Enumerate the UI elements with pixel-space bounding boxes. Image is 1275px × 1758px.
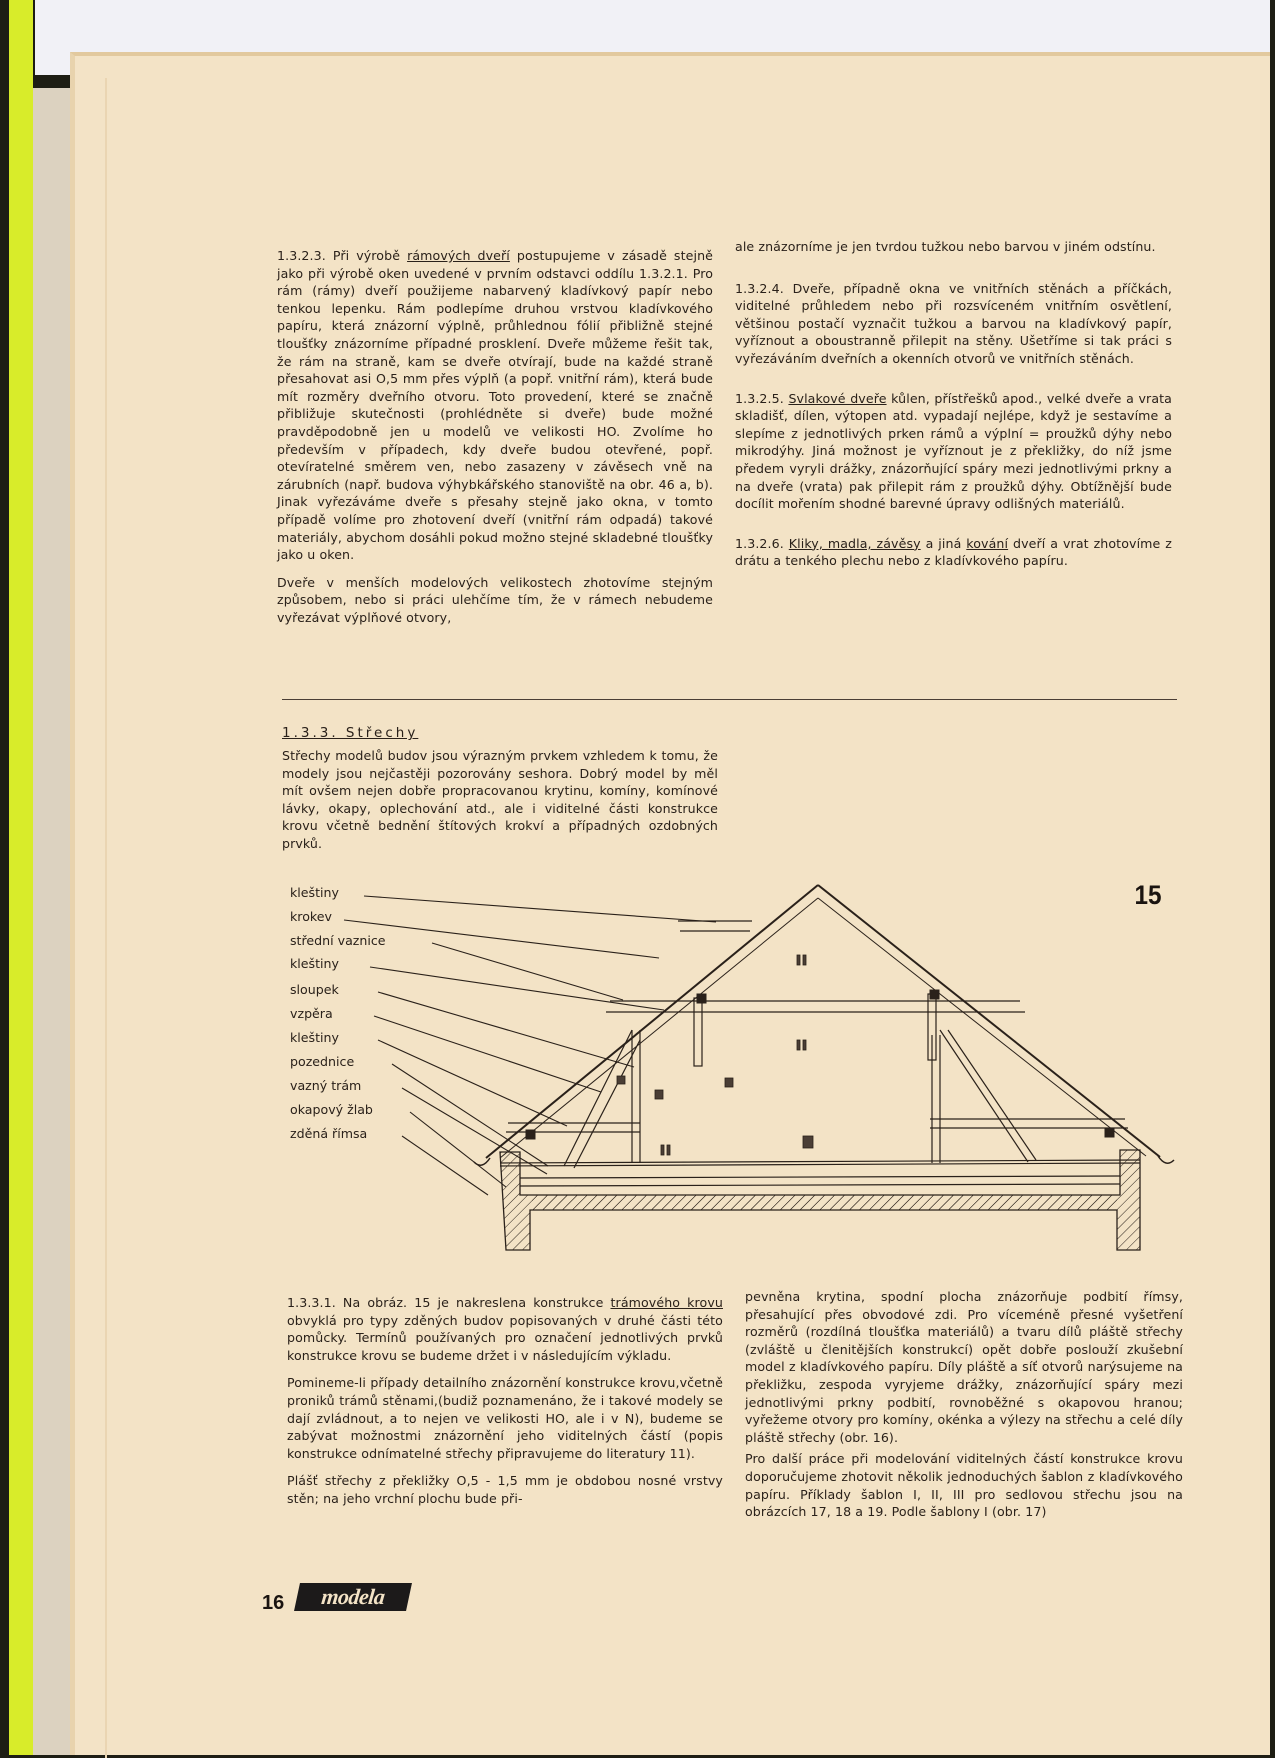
paragraph-pomineme: Pomineme-li případy detailního znázornění konstrukce krovu,včetně proniků trámů stěnami,(budiž poznamenáno, že i takové modely se dají zvládnout, a to nejen ve velikosti HO, ale i v N), budeme se zabývat možnostmi znázornění jeho viditelných částí (popis konstrukce odnímatelné střechy připravujeme do literatury 11). [287,1375,723,1461]
text-run: a jiná [920,535,967,551]
left-column-bottom [287,1294,723,1518]
label-krokev: krokev [290,909,332,924]
underlined-term: kování [966,535,1009,551]
text-run: 1.3.2.6. [735,535,789,551]
ceiling [520,1176,1120,1186]
text-run: kůlen, přístřešků apod., velké dveře a vrata skladišť, dílen, výtopen atd. vypadají nejlépe, když je sestavíme a slepíme z jednotlivých prken rámů a výplní = proužků dýhy nebo mikrodýhy. Jiná možnost je vyříznout je z překližky, do níž jsme předem vyryli drážky, znázorňující spáry mezi jednotlivými prkny a na dveře (vrata) pak přilepit rám z proužků dýhy. Obtížnější bude docílit mořením shodné barevné úpravy odlišných materiálů. [735,390,1172,512]
label-pozednice: pozednice [290,1054,355,1069]
section-intro: Střechy modelů budov jsou výrazným prvkem vzhledem k tomu, že modely jsou nejčastěji pozorovány seshora. Dobrý model by měl mít ovšem nejen dobře propracovanou krytinu, komíny, komínové lávky, okapy, oplechování atd., ale i viditelné části konstrukce krovu včetně bednění štítových krokví a případných ozdobných prvků. [282,748,718,851]
underlined-term: trámového krovu [610,1295,723,1310]
logo-text: modela [320,1584,386,1609]
label-klestiny: kleštiny [290,885,339,900]
figure-number: 15 [1134,880,1162,910]
label-vzpera: vzpěra [290,1006,333,1021]
label-klestiny: kleštiny [290,956,339,971]
text-run: dveří a vrat zhotovíme z drátu a tenkého plechu nebo z kladívkového papíru. [735,535,1172,569]
page-number: 16 [262,1592,285,1614]
paragraph-pevnena: pevněna krytina, spodní plocha znázorňuje podbití římsy, přesahující přes obvodové zdi. Pro víceméně přesné vyšetření rozměrů (rozdílná tloušťka materiálů) a tvaru dílů pláště střechy (zvláště u členitějších konstrukcí) opět dobře poslouží zkušební model z kladívkového papíru. Díly pláště a síť otvorů narýsujeme na překližku, zespoda vyryjeme drážky, znázorňující spáry mezi jednotlivými prkny podbití, rovnoběžné s okapovou hranou; vyřežeme otvory pro komíny, okénka a výlezy na střechu a celé díly pláště střechy (obr. 16). [745,1289,1183,1445]
paragraph-1-3-2-4: 1.3.2.4. Dveře, případně okna ve vnitřních stěnách a příčkách, viditelné průhledem nebo při rozsvíceném vnitřním osvětlení, většinou postačí vyznačit tužkou a barvou na kladívkový papír, vyříznout a oboustranně přilepit na stěny. Ušetříme si tak práci s vyřezáváním dveřních a okenních otvorů ve vnitřních stěnách. [735,280,1172,366]
section-heading: 1.3.3. Střechy [282,725,419,741]
paragraph-plast: Plášť střechy z překližky O,5 - 1,5 mm je obdobou nosné vrstvy stěn; na jeho vrchní plochu bude při- [287,1473,723,1506]
paragraph-smaller-doors: Dveře v menších modelových velikostech zhotovíme stejným způsobem, nebo si práci ulehčíme tím, že v rámech nebudeme vyřezávat výplňové otvory, [277,574,713,625]
paragraph-continuation: ale znázorníme je jen tvrdou tužkou nebo barvou v jiném odstínu. [735,239,1156,254]
collar-beams [500,921,1140,1166]
text-run: obvyklá pro typy zděných budov popisovaných v druhé části této pomůcky. Termínů používaných pro označení jednotlivých prvků konstrukce krovu se budeme držet i v následujícím výkladu. [287,1312,723,1363]
label-vazny-tram: vazný trám [290,1078,362,1093]
label-stredni-vaznice: střední vaznice [290,933,386,948]
right-column-bottom [745,1288,1183,1531]
text-run: 1.3.2.5. [735,390,789,406]
label-sloupek: sloupek [290,982,339,997]
posts [564,994,1036,1168]
underlined-term: Svlakové dveře [788,390,887,406]
underlined-term: rámových dveří [407,248,510,263]
text-run: postupujeme v zásadě stejně jako při výrobě oken uvedené v prvním odstavci oddílu 1.3.2.1. Pro rám (rámy) dveří použijeme nabarvený kladívkový papír nebo tenkou lepenku. Rám podlepíme druhou vrstvou kladívkového papíru, která znázorní výplně, průhlednou fólií přibližně stejné tloušťky znázorníme případné prosklení. Dveře můžeme řešit tak, že rám na straně, kam se dveře otvírají, bude na každé straně přesahovat asi O,5 mm přes výplň (a popř. vnitřní rám), která bude mít rozměry dveřního otvoru. Toto provedení, které se značně přibližuje skutečnosti (prohlédněte si dveře) bude možné pravděpodobně jen u modelů ve velikosti HO. Zvolíme ho především v případech, kdy dveře budou otevřené, popř. otevíratelné směrem ven, nebo zasazeny v závěsech vně na zárubních (např. budova výhybkářského stanoviště na obr. 46 a, b). Jinak vyřezáváme dveře s přesahy stejně jako okna, v tomto případě volíme pro zhotovení dveří (vnitřní rám odpadá) takové materiály, abychom dosáhli pokud možno stejné skladebné tloušťky jako u oken. [277,248,713,563]
modela-logo [294,1583,412,1611]
label-zdena-rimsa: zděná římsa [290,1126,368,1141]
label-okapovy-zlab: okapový žlab [290,1102,373,1117]
leader-lines [344,896,716,1195]
underlined-term: Kliky, madla, závěsy [788,535,921,551]
text-run: 1.3.2.3. Při výrobě [277,248,408,263]
rafters [486,885,1160,1158]
beam-sections [617,955,813,1155]
text-run: 1.3.3.1. Na obráz. 15 je nakreslena konstrukce [287,1295,611,1310]
paragraph-pro-dalsi: Pro další práce při modelování viditelných částí konstrukce krovu doporučujeme zhotovit několik jednoduchých šablon z kladívkového papíru. Příklady šablon I, II, III pro sedlovou střechu jsou na obrázcích 17, 18 a 19. Podle šablony I (obr. 17) [745,1451,1183,1520]
label-klestiny: kleštiny [290,1030,339,1045]
paragraph-1-3-3-1 [287,1294,723,1364]
